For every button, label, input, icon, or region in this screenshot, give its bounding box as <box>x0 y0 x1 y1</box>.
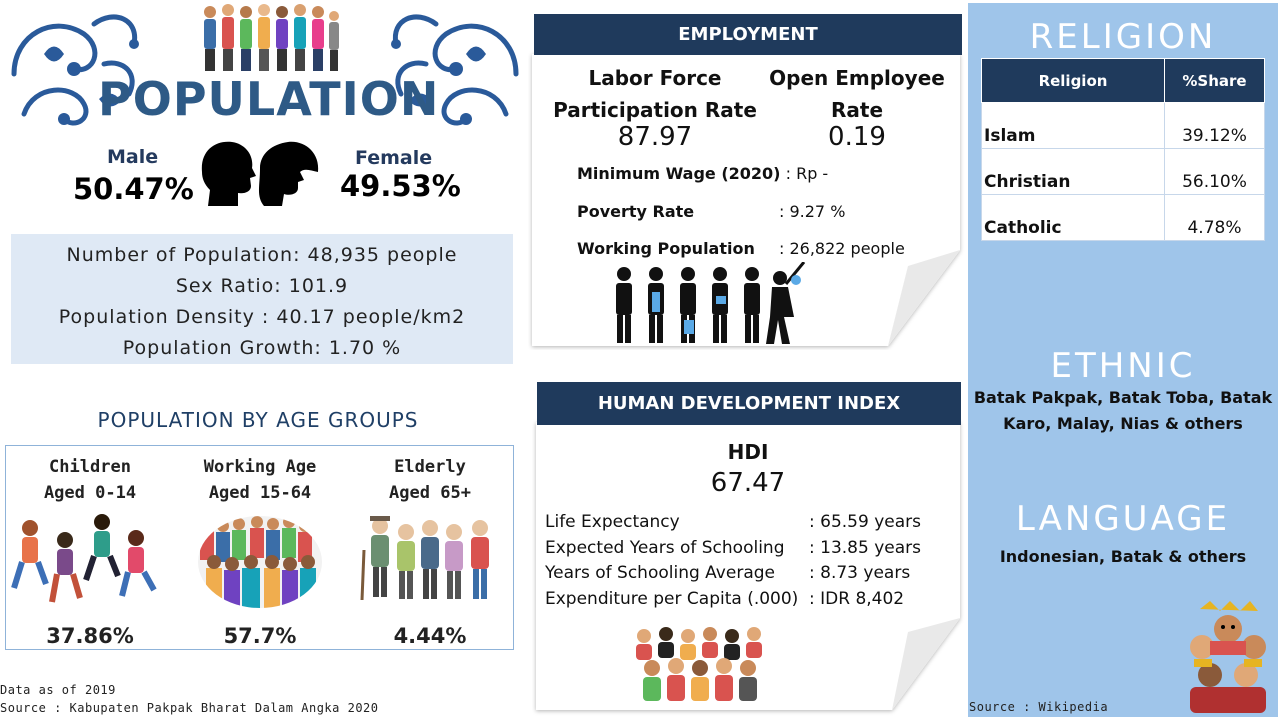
jumping-children-icon <box>10 510 170 610</box>
oer-label-line2: Rate <box>830 98 884 122</box>
religion-name: Islam <box>982 103 1165 149</box>
age-group-percentage: 57.7% <box>223 624 297 648</box>
minimum-wage-label: Minimum Wage (2020) <box>577 164 781 183</box>
religion-share: 39.12% <box>1165 103 1265 149</box>
hdi-rows <box>545 510 945 612</box>
oer-label-line1: Open Employee <box>769 66 945 90</box>
population-count: Number of Population: 48,935 people <box>66 244 458 266</box>
religion-name: Christian <box>982 149 1165 195</box>
expenditure-row <box>545 587 945 613</box>
workers-icon <box>608 262 808 346</box>
working-population-value: : 26,822 people <box>779 239 905 258</box>
ethnic-title: ETHNIC <box>1050 346 1196 386</box>
life-expectancy-row <box>545 510 945 536</box>
table-row <box>982 195 1265 241</box>
share-column-header: %Share <box>1165 59 1265 103</box>
schooling-average-label: Years of Schooling Average <box>545 563 775 583</box>
right-source: Source : Wikipedia <box>969 700 1109 714</box>
life-expectancy-label: Life Expectancy <box>545 512 680 532</box>
life-expectancy-value: : 65.59 years <box>809 512 921 532</box>
expenditure-value: : IDR 8,402 <box>809 588 905 609</box>
language-title: LANGUAGE <box>1015 499 1231 539</box>
expected-schooling-value: : 13.85 years <box>809 537 921 558</box>
religion-name: Catholic <box>982 195 1165 241</box>
minimum-wage-value: : Rp - <box>785 164 829 183</box>
poverty-rate-value: : 9.27 % <box>779 202 846 221</box>
sex-ratio: Sex Ratio: 101.9 <box>175 275 349 297</box>
lfpr-block <box>550 62 760 152</box>
male-label: Male <box>107 146 159 168</box>
hdi-label: HDI <box>727 440 769 464</box>
population-density: Population Density : 40.17 people/km2 <box>58 306 466 328</box>
religion-table <box>981 58 1265 241</box>
poverty-rate-row <box>577 202 694 221</box>
religion-title: RELIGION <box>1029 17 1217 57</box>
age-group-label: Working Age <box>203 457 317 477</box>
lfpr-label-line2: Participation Rate <box>553 98 757 122</box>
table-row <box>982 149 1265 195</box>
lfpr-value: 87.97 <box>617 122 693 152</box>
expenditure-label: Expenditure per Capita (.000) <box>545 588 799 609</box>
crowd-icon <box>198 2 340 74</box>
religion-share: 4.78% <box>1165 195 1265 241</box>
age-group-elderly <box>350 454 510 648</box>
oer-block <box>764 62 950 152</box>
poverty-rate-label: Poverty Rate <box>577 202 695 221</box>
data-as-of: Data as of 2019 <box>0 683 116 697</box>
age-groups-title: POPULATION BY AGE GROUPS <box>97 408 419 432</box>
male-female-silhouette-icon <box>194 138 328 210</box>
age-group-percentage: 37.86% <box>46 624 134 648</box>
age-group-label: Elderly <box>394 457 466 477</box>
crowd-working-age-icon <box>180 510 340 610</box>
age-group-range: Aged 15-64 <box>208 483 312 503</box>
male-percentage: 50.47% <box>73 172 194 206</box>
expected-schooling-label: Expected Years of Schooling <box>545 537 785 558</box>
table-row <box>982 103 1265 149</box>
ethnic-line1: Batak Pakpak, Batak Toba, Batak <box>973 388 1273 407</box>
working-population-row <box>577 239 755 258</box>
language-text: Indonesian, Batak & others <box>999 547 1247 566</box>
age-group-range: Aged 0-14 <box>43 483 137 503</box>
female-percentage: 49.53% <box>340 169 461 203</box>
hdi-header: HUMAN DEVELOPMENT INDEX <box>537 382 961 425</box>
right-panel <box>968 3 1278 717</box>
religion-share: 56.10% <box>1165 149 1265 195</box>
age-group-percentage: 4.44% <box>393 624 467 648</box>
employment-header: EMPLOYMENT <box>534 14 962 55</box>
expected-schooling-row <box>545 536 945 562</box>
oer-value: 0.19 <box>828 122 886 152</box>
schooling-average-row <box>545 561 945 587</box>
age-group-working <box>180 454 340 648</box>
batak-culture-icon <box>1180 599 1276 715</box>
female-label: Female <box>355 147 433 169</box>
age-group-children <box>10 454 170 648</box>
religion-column-header: Religion <box>982 59 1165 103</box>
hdi-block <box>648 436 848 498</box>
working-population-label: Working Population <box>577 239 755 258</box>
age-group-label: Children <box>49 457 131 477</box>
population-title: POPULATION <box>98 72 440 126</box>
ethnic-line2: Karo, Malay, Nias & others <box>1003 414 1243 433</box>
age-group-range: Aged 65+ <box>389 483 471 503</box>
minimum-wage-row <box>577 164 828 183</box>
religion-table-header <box>982 59 1265 103</box>
lfpr-label-line1: Labor Force <box>588 66 722 90</box>
population-growth: Population Growth: 1.70 % <box>122 337 402 359</box>
hdi-value: 67.47 <box>710 468 786 498</box>
schooling-average-value: : 8.73 years <box>809 563 911 583</box>
population-stats-box <box>11 234 513 364</box>
population-source: Source : Kabupaten Pakpak Bharat Dalam Angka 2020 <box>0 701 379 715</box>
elderly-people-icon <box>350 510 510 610</box>
age-groups-box <box>5 445 514 650</box>
people-group-icon <box>630 624 770 702</box>
